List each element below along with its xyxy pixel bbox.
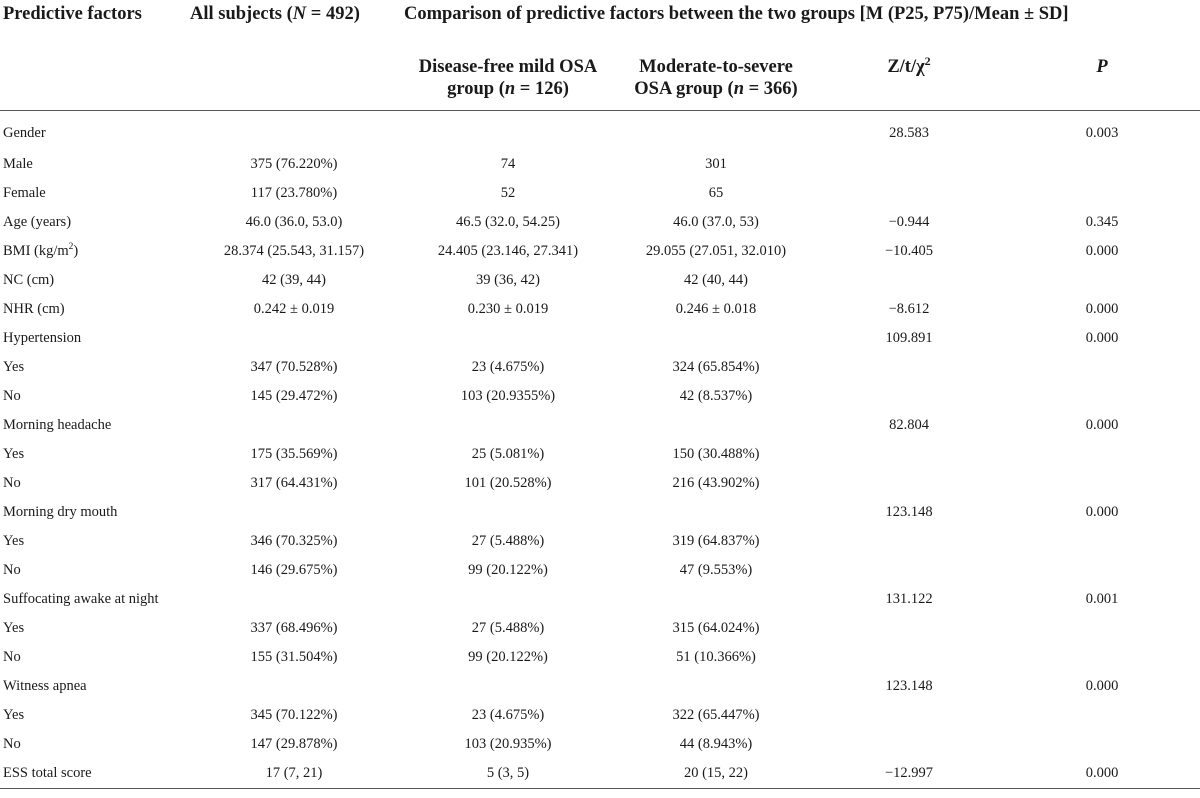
cell-p-value (1004, 527, 1200, 556)
cell-all-subjects (190, 672, 398, 701)
cell-severe-group: 47 (9.553%) (679, 561, 753, 578)
cell-statistic: 123.148 (885, 503, 933, 520)
cell-p-value (1004, 701, 1200, 730)
cell-mild-group: 25 (5.081%) (471, 445, 545, 462)
table-row (0, 179, 1200, 208)
table-row (0, 208, 1200, 237)
cell-severe-group: 29.055 (27.051, 32.010) (645, 242, 787, 259)
cell-all-subjects: 17 (7, 21) (190, 759, 398, 789)
cell-all-subjects: 42 (39, 44) (261, 271, 327, 288)
cell-mild-group (398, 498, 618, 527)
table-row (0, 353, 1200, 382)
header-mild-prefix: group ( (447, 79, 505, 99)
cell-mild-group: 27 (5.488%) (471, 619, 545, 636)
row-label-text: Yes (3, 358, 25, 375)
row-label (0, 614, 190, 643)
table-row (0, 324, 1200, 353)
table-row (0, 759, 1200, 789)
cell-p-value: 0.000 (1085, 416, 1119, 433)
header-statistic (814, 44, 1004, 110)
header-all-prefix: All subjects ( (190, 4, 293, 24)
row-label (0, 469, 190, 498)
cell-p-value (1004, 643, 1200, 672)
row-label (0, 556, 190, 585)
table-row (0, 672, 1200, 701)
row-label-text: Gender (3, 124, 46, 141)
cell-all-subjects (190, 585, 398, 614)
header-mild-group (398, 44, 618, 110)
cell-severe-group: 150 (30.488%) (672, 445, 760, 462)
cell-statistic (814, 150, 1004, 179)
cell-statistic (814, 469, 1004, 498)
row-label-text: NC (cm) (3, 271, 55, 288)
header-p-label: P (1096, 57, 1108, 77)
header-p-value (1004, 44, 1200, 110)
row-label-text: Suffocating awake at night (3, 590, 159, 607)
cell-all-subjects: 345 (70.122%) (250, 706, 338, 723)
cell-statistic: 109.891 (885, 329, 933, 346)
row-label (0, 759, 190, 789)
header-row-top (0, 0, 1200, 44)
row-label-text: No (3, 735, 21, 752)
row-label-text: ESS total score (3, 764, 92, 781)
cell-all-subjects (190, 324, 398, 353)
header-stat-base: Z/t/χ (887, 57, 925, 77)
cell-all-subjects: 155 (31.504%) (250, 648, 338, 665)
cell-severe-group: 42 (40, 44) (683, 271, 749, 288)
table-row (0, 382, 1200, 411)
cell-all-subjects: 346 (70.325%) (250, 532, 338, 549)
cell-mild-group (398, 672, 618, 701)
cell-statistic (814, 353, 1004, 382)
table-row (0, 295, 1200, 324)
cell-p-value: 0.000 (1085, 300, 1119, 317)
cell-p-value: 0.000 (1085, 677, 1119, 694)
table-row (0, 730, 1200, 759)
header-predictive-factors: Predictive factors (3, 4, 142, 24)
table-row (0, 110, 1200, 150)
row-label-text: No (3, 474, 21, 491)
cell-mild-group: 101 (20.528%) (464, 474, 552, 491)
cell-all-subjects: 147 (29.878%) (250, 735, 338, 752)
cell-statistic: 123.148 (885, 677, 933, 694)
row-label-text: Witness apnea (3, 677, 87, 694)
table-row (0, 150, 1200, 179)
cell-statistic: 131.122 (885, 590, 933, 607)
cell-mild-group (398, 411, 618, 440)
cell-severe-group: 301 (705, 155, 727, 172)
row-label (0, 643, 190, 672)
cell-all-subjects: 375 (76.220%) (250, 155, 338, 172)
row-label (0, 208, 190, 237)
row-label (0, 672, 190, 701)
cell-all-subjects: 347 (70.528%) (250, 358, 338, 375)
header-group-comparison: Comparison of predictive factors between the two groups [M (P25, P75)/Mean ± SD] (404, 4, 1069, 24)
header-severe-var: n (733, 79, 744, 99)
cell-p-value (1004, 730, 1200, 759)
header-stat-sup: 2 (924, 53, 931, 68)
cell-severe-group: 46.0 (37.0, 53) (673, 213, 759, 230)
header-mild-suffix: = 126) (515, 79, 569, 99)
cell-all-subjects (190, 411, 398, 440)
cell-mild-group: 27 (5.488%) (471, 532, 545, 549)
row-label (0, 179, 190, 208)
header-severe-suffix: = 366) (743, 79, 798, 99)
cell-severe-group: 216 (43.902%) (672, 474, 760, 491)
row-label-after: ) (73, 242, 79, 259)
table-row (0, 585, 1200, 614)
table-row (0, 614, 1200, 643)
cell-mild-group (398, 110, 618, 150)
cell-p-value: 0.003 (1085, 124, 1119, 141)
cell-statistic: 82.804 (889, 416, 929, 433)
cell-mild-group: 99 (20.122%) (468, 648, 548, 665)
cell-statistic: −0.944 (888, 213, 930, 230)
cell-all-subjects: 28.374 (25.543, 31.157) (223, 242, 365, 259)
row-label-text: Age (years) (3, 213, 72, 230)
cell-mild-group: 24.405 (23.146, 27.341) (437, 242, 579, 259)
cell-severe-group: 0.246 ± 0.018 (675, 300, 757, 317)
row-label (0, 295, 190, 324)
cell-statistic (814, 527, 1004, 556)
cell-mild-group (398, 324, 618, 353)
row-label (0, 382, 190, 411)
cell-mild-group: 52 (500, 184, 516, 201)
row-label-text: No (3, 387, 21, 404)
cell-statistic (814, 266, 1004, 295)
row-label-text: Yes (3, 532, 25, 549)
header-severe-group (618, 44, 814, 110)
cell-p-value: 0.000 (1085, 329, 1119, 346)
row-label (0, 498, 190, 527)
cell-mild-group: 103 (20.935%) (464, 735, 552, 752)
cell-p-value: 0.001 (1085, 590, 1119, 607)
row-label (0, 585, 190, 614)
cell-mild-group (398, 585, 618, 614)
cell-mild-group: 23 (4.675%) (471, 706, 545, 723)
header-row-sub (0, 44, 1200, 110)
row-label-text: No (3, 648, 21, 665)
row-label-text: Yes (3, 445, 25, 462)
cell-p-value: 0.345 (1085, 213, 1119, 230)
row-label (0, 150, 190, 179)
cell-severe-group: 319 (64.837%) (672, 532, 760, 549)
header-mild-line1: Disease-free mild OSA (418, 57, 598, 77)
cell-severe-group: 20 (15, 22) (618, 759, 814, 789)
cell-severe-group: 42 (8.537%) (679, 387, 753, 404)
cell-p-value: 0.000 (1004, 759, 1200, 789)
cell-p-value (1004, 382, 1200, 411)
cell-severe-group: 324 (65.854%) (672, 358, 760, 375)
cell-mild-group: 39 (36, 42) (475, 271, 541, 288)
cell-all-subjects: 337 (68.496%) (250, 619, 338, 636)
row-label-text: Morning dry mouth (3, 503, 118, 520)
cell-all-subjects: 146 (29.675%) (250, 561, 338, 578)
cell-p-value (1004, 614, 1200, 643)
cell-mild-group: 46.5 (32.0, 54.25) (456, 213, 560, 230)
cell-all-subjects: 46.0 (36.0, 53.0) (245, 213, 343, 230)
cell-p-value: 0.000 (1085, 503, 1119, 520)
cell-statistic (814, 643, 1004, 672)
cell-mild-group: 23 (4.675%) (471, 358, 545, 375)
row-label (0, 110, 190, 150)
row-label-text: Female (3, 184, 46, 201)
row-label-text: No (3, 561, 21, 578)
row-label-text: Yes (3, 619, 25, 636)
cell-statistic (814, 179, 1004, 208)
cell-statistic (814, 730, 1004, 759)
cell-statistic: −10.405 (884, 242, 934, 259)
cell-statistic (814, 440, 1004, 469)
cell-mild-group: 5 (3, 5) (398, 759, 618, 789)
cell-p-value (1004, 353, 1200, 382)
cell-severe-group (618, 585, 814, 614)
cell-mild-group: 74 (500, 155, 516, 172)
cell-all-subjects: 317 (64.431%) (250, 474, 338, 491)
cell-statistic (814, 701, 1004, 730)
cell-p-value (1004, 556, 1200, 585)
cell-statistic: −8.612 (888, 300, 930, 317)
table-row (0, 643, 1200, 672)
table-row (0, 440, 1200, 469)
cell-severe-group: 51 (10.366%) (676, 648, 756, 665)
cell-severe-group: 322 (65.447%) (672, 706, 760, 723)
row-label-text: BMI (kg/m (3, 242, 69, 259)
cell-severe-group (618, 110, 814, 150)
cell-statistic: −12.997 (814, 759, 1004, 789)
cell-all-subjects (190, 498, 398, 527)
row-label-text: Hypertension (3, 329, 82, 346)
cell-statistic (814, 382, 1004, 411)
cell-severe-group: 44 (8.943%) (679, 735, 753, 752)
row-label (0, 266, 190, 295)
row-label (0, 237, 190, 266)
cell-severe-group (618, 498, 814, 527)
cell-p-value: 0.000 (1085, 242, 1119, 259)
cell-severe-group (618, 324, 814, 353)
row-label-text: Male (3, 155, 33, 172)
table-row (0, 701, 1200, 730)
cell-statistic (814, 556, 1004, 585)
cell-p-value (1004, 440, 1200, 469)
header-mild-var: n (504, 79, 516, 99)
cell-all-subjects: 0.242 ± 0.019 (253, 300, 335, 317)
row-label (0, 701, 190, 730)
header-blank-2 (190, 44, 398, 110)
table-row (0, 237, 1200, 266)
header-severe-prefix: OSA group ( (634, 79, 734, 99)
table-row (0, 498, 1200, 527)
table-header (0, 0, 1200, 110)
cell-p-value (1004, 469, 1200, 498)
cell-p-value (1004, 150, 1200, 179)
cell-severe-group: 315 (64.024%) (672, 619, 760, 636)
row-label (0, 440, 190, 469)
row-label-text: Yes (3, 706, 25, 723)
row-label (0, 411, 190, 440)
header-all-suffix: = 492) (306, 4, 360, 24)
row-label (0, 730, 190, 759)
table-row (0, 527, 1200, 556)
cell-mild-group: 103 (20.9355%) (460, 387, 556, 404)
cell-all-subjects (190, 110, 398, 150)
table-body (0, 110, 1200, 788)
row-label-sup: 2 (68, 241, 74, 252)
row-label-text: Morning headache (3, 416, 112, 433)
table-row (0, 469, 1200, 498)
cell-severe-group (618, 411, 814, 440)
table-row (0, 266, 1200, 295)
header-all-var: N (292, 4, 307, 24)
row-label (0, 324, 190, 353)
cell-all-subjects: 145 (29.472%) (250, 387, 338, 404)
cell-mild-group: 99 (20.122%) (468, 561, 548, 578)
cell-statistic (814, 614, 1004, 643)
cell-p-value (1004, 179, 1200, 208)
header-severe-line1: Moderate-to-severe (639, 57, 793, 77)
row-label (0, 527, 190, 556)
cell-severe-group (618, 672, 814, 701)
cell-all-subjects: 117 (23.780%) (250, 184, 338, 201)
row-label-text: NHR (cm) (3, 300, 65, 317)
header-all-subjects (190, 0, 398, 44)
table-row (0, 411, 1200, 440)
cell-severe-group: 65 (708, 184, 724, 201)
cell-mild-group: 0.230 ± 0.019 (467, 300, 549, 317)
cell-all-subjects: 175 (35.569%) (250, 445, 338, 462)
table-row (0, 556, 1200, 585)
header-blank-1 (0, 44, 190, 110)
row-label (0, 353, 190, 382)
cell-p-value (1004, 266, 1200, 295)
cell-statistic: 28.583 (889, 124, 929, 141)
